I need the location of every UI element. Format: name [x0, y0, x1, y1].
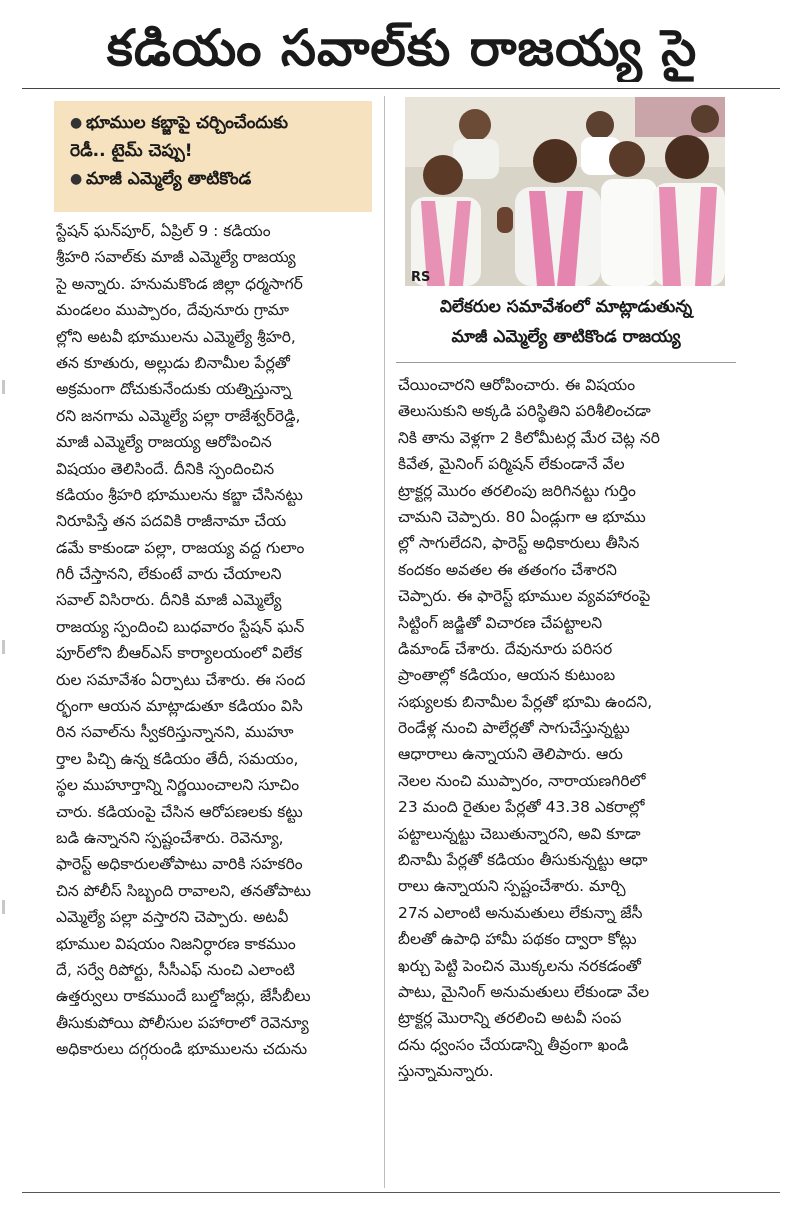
article-line: శ్రీహరి సవాల్‌కు మాజీ ఎమ్మెల్యే రాజయ్య — [56, 248, 296, 267]
article-line: బినామీ పేర్లతో కడియం తీసుకున్నట్టు ఆధా — [398, 851, 648, 870]
article-line: బీలతో ఉపాధి హామీ పథకం ద్వారా కోట్లు — [398, 930, 637, 949]
article-line: కడియం శ్రీహరి భూములను కబ్జా చేసినట్టు — [56, 485, 303, 504]
article-line: మండలం ముప్పారం, దేవునూరు గ్రామా — [56, 301, 290, 320]
article-line: ర్భంగా ఆయన మాట్లాడుతూ కడియం విసి — [56, 697, 303, 716]
article-line: 23 మంది రైతుల పేర్లతో 43.38 ఎకరాల్లో — [398, 798, 645, 817]
article-line: రాలు ఉన్నాయని స్పష్టంచేశారు. మార్చి — [398, 877, 626, 896]
article-line: భూముల విషయం నిజనిర్ధారణ కాకముం — [56, 934, 296, 953]
highlight-text: మాజీ ఎమ్మెల్యే తాటికొండ — [86, 169, 252, 189]
article-line: స్టేషన్ ఘన్‌పూర్, ఏప్రిల్ 9 : కడియం — [56, 222, 271, 240]
highlight-item — [70, 109, 362, 137]
article-line: నెలల నుంచి ముప్పారం, నారాయణగిరిలో — [398, 771, 646, 790]
column-divider — [384, 96, 385, 1188]
article-line: రాజయ్య స్పందించి బుధవారం స్టేషన్ ఘన్ — [56, 617, 305, 636]
article-line: స్థల ముహూర్తాన్ని నిర్ణయించాలని సూచిం — [56, 776, 300, 795]
article-line: బడి ఉన్నానని స్పష్టంచేశారు. రెవెన్యూ, — [56, 828, 284, 847]
article-line: సై అన్నారు. హనుమకొండ జిల్లా ధర్మసాగర్ — [56, 274, 303, 293]
article-line: కందకం అవతల ఈ తతంగం చేశారని — [398, 560, 617, 579]
highlight-text: రెడీ.. టైమ్ చెప్పు! — [70, 141, 193, 161]
article-line: చిన పోలీస్ సిబ్బంది రావాలని, తనతోపాటు — [56, 881, 311, 900]
margin-mark — [2, 640, 5, 654]
article-line: రెండేళ్ల నుంచి పాలేర్లతో సాగుచేస్తున్నట్టు — [398, 719, 630, 738]
article-line: సిట్టింగ్ జడ్జితో విచారణ చేపట్టాలని — [398, 613, 603, 632]
article-line: నికి తాను వెళ్లగా 2 కిలోమీటర్ల మేర చెట్ల నరి — [398, 428, 660, 447]
article-line: ల్లోని అటవీ భూములను ఎమ్మెల్యే శ్రీహరి, — [56, 327, 296, 346]
article-line: రిన సవాల్‌ను స్వీకరిస్తున్నానని, ముహూ — [56, 723, 294, 742]
article-line: డమే కాకుండా పల్లా, రాజయ్య వద్ద గులాం — [56, 538, 305, 557]
article-line: ట్రాక్టర్ల మొరం తరలింపు జరిగినట్టు గుర్తిం — [398, 481, 636, 500]
highlight-item — [70, 165, 362, 193]
banner-text: RS — [411, 270, 431, 285]
highlight-item — [70, 137, 362, 165]
bullet-icon: ● — [70, 171, 83, 187]
article-line: ఖర్చు పెట్టి పెంచిన మొక్కలను నరకడంతో — [398, 956, 641, 975]
article-line: చామని చెప్పారు. 80 ఏండ్లుగా ఆ భూము — [398, 507, 646, 526]
article-line: ఉత్తర్వులు రాకముందే బుల్డోజర్లు, జేసీబీలు — [56, 987, 311, 1006]
article-line: అక్రమంగా దోచుకునేందుకు యత్నిస్తున్నా — [56, 380, 292, 399]
article-line: ర్తాల పిచ్చి ఉన్న కడియం తేదీ, సమయం, — [56, 749, 299, 768]
article-line: గిరీ చేస్తానని, లేకుంటే వారు చేయాలని — [56, 565, 282, 584]
photo-illustration — [405, 97, 725, 286]
article-line: చేయించారని ఆరోపించారు. ఈ విషయం — [398, 376, 636, 394]
article-line: దను ధ్వంసం చేయడాన్ని తీవ్రంగా ఖండి — [398, 1035, 629, 1054]
highlights-box — [54, 101, 372, 212]
article-line: రుల సమావేశం ఏర్పాటు చేశారు. ఈ సంద — [56, 670, 306, 689]
article-line: రని జనగామ ఎమ్మెల్యే పల్లా రాజేశ్వర్‌రెడ్డి, — [56, 406, 301, 425]
article-line: సభ్యులకు బినామీల పేర్లతో భూమి ఉందని, — [398, 692, 653, 711]
article-line: మాజీ ఎమ్మెల్యే రాజయ్య ఆరోపించిన — [56, 433, 272, 452]
article-right-column — [398, 372, 724, 1085]
article-line: చెప్పారు. ఈ ఫారెస్ట్ భూముల వ్యవహారంపై — [398, 587, 651, 606]
article-line: 27న ఎలాంటి అనుమతులు లేకున్నా జేసీ — [398, 903, 643, 922]
article-line: పాటు, మైనింగ్ అనుమతులు లేకుండా వేల — [398, 982, 650, 1001]
photo-caption — [396, 292, 736, 356]
article-line: దే, సర్వే రిపోర్టు, సీసీఎఫ్ నుంచి ఎలాంటి — [56, 960, 295, 979]
article-line: చారు. కడియంపై చేసిన ఆరోపణలకు కట్టు — [56, 802, 303, 821]
article-line: పూర్‌లోని బీఆర్ఎస్ కార్యాలయంలో విలేక — [56, 644, 303, 663]
article-line: అధికారులు దగ్గరుండి భూములను చదును — [56, 1040, 308, 1059]
article-line: ఫారెస్ట్ అధికారులతోపాటు వారికి సహకరిం — [56, 855, 303, 874]
headline-rule — [22, 88, 780, 89]
press-meet-photo — [405, 97, 725, 286]
article-line: డిమాండ్ చేశారు. దేవునూరు పరిసర — [398, 639, 613, 658]
article-line: ట్రాక్టర్ల మొరాన్ని తరలించి అటవీ సంప — [398, 1009, 622, 1028]
bottom-rule — [22, 1192, 780, 1193]
article-line: పట్టాలున్నట్టు చెబుతున్నారని, అవి కూడా — [398, 824, 641, 843]
bullet-icon: ● — [70, 115, 83, 131]
article-left-column — [56, 218, 374, 1063]
article-line: విషయం తెలిసిందే. దీనికి స్పందించిన — [56, 459, 275, 478]
article-line: కివేత, మైనింగ్ పర్మిషన్ లేకుండానే వేల — [398, 455, 625, 474]
article-line: నిరూపిస్తే తన పదవికి రాజీనామా చేయ — [56, 512, 287, 531]
margin-mark — [2, 900, 5, 914]
article-line: సవాల్ విసిరారు. దీనికి మాజీ ఎమ్మెల్యే — [56, 591, 282, 610]
article-line: స్తున్నామన్నారు. — [398, 1062, 494, 1081]
article-line: తన కూతురు, అల్లుడు బినామీల పేర్లతో — [56, 353, 290, 372]
article-line: ఆధారాలు ఉన్నాయని తెలిపారు. ఆరు — [398, 745, 623, 764]
caption-line: విలేకరుల సమావేశంలో మాట్లాడుతున్న — [439, 297, 693, 317]
article-line: తెలుసుకుని అక్కడి పరిస్థితిని పరిశీలించడా — [398, 402, 651, 421]
caption-rule — [396, 362, 736, 363]
article-line: ఎమ్మెల్యే పల్లా వస్తారని చెప్పారు. అటవీ — [56, 908, 289, 927]
article-line: ల్లో సాగులేదని, ఫారెస్ట్ అధికారులు తీసిన — [398, 534, 640, 553]
margin-mark — [2, 380, 5, 394]
headline: కడియం సవాల్‌కు రాజయ్య సై — [106, 19, 698, 77]
caption-line: మాజీ ఎమ్మెల్యే తాటికొండ రాజయ్య — [451, 327, 681, 347]
highlight-text: భూముల కబ్జాపై చర్చించేందుకు — [86, 113, 289, 133]
article-line: ప్రాంతాల్లో కడియం, ఆయన కుటుంబ — [398, 666, 616, 685]
article-line: తీసుకుపోయి పోలీసుల పహారాలో రెవెన్యూ — [56, 1013, 309, 1032]
